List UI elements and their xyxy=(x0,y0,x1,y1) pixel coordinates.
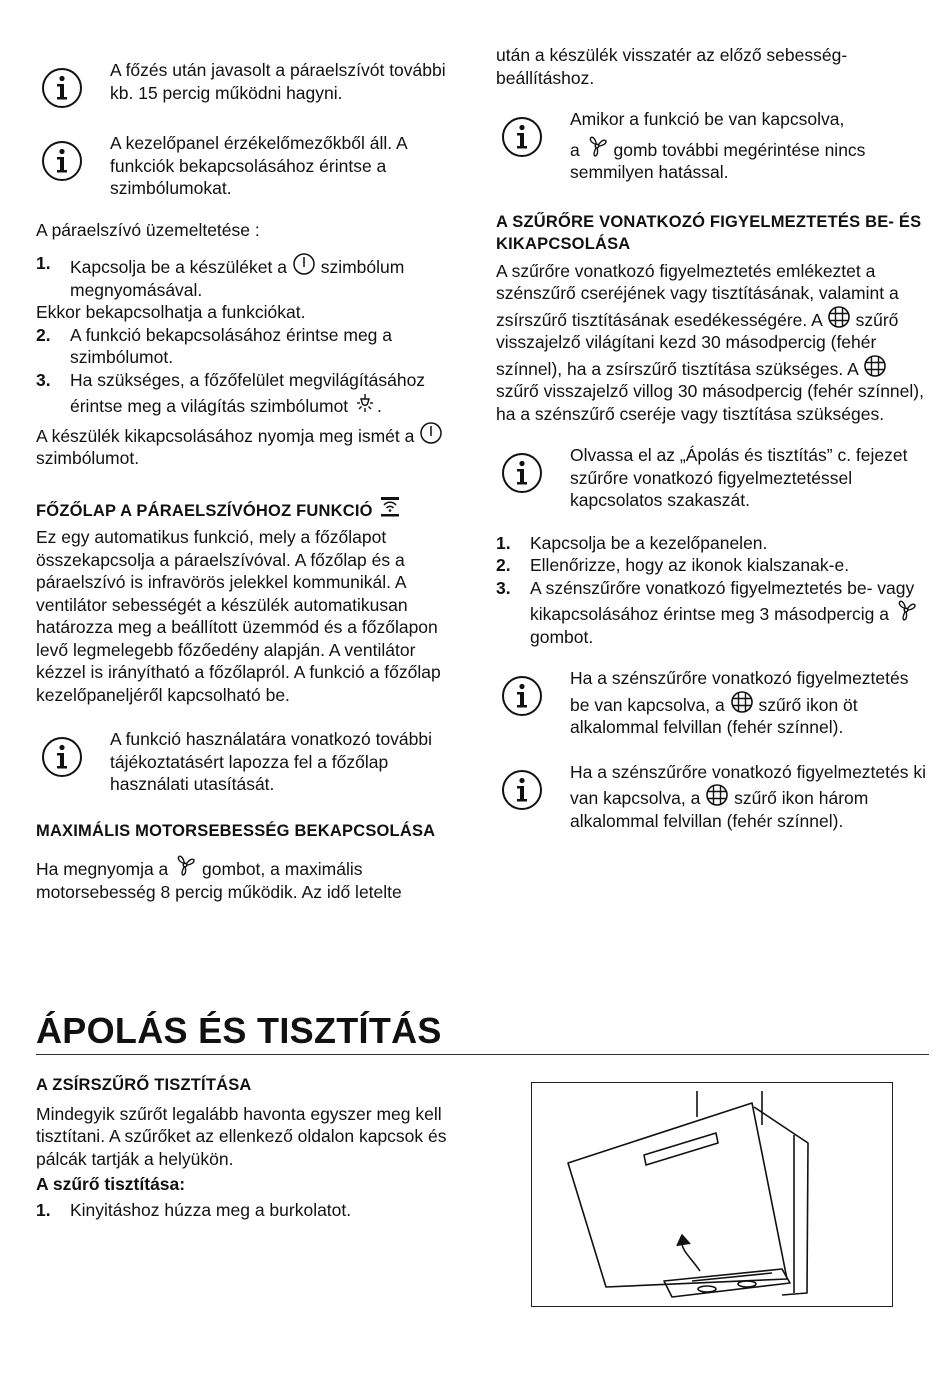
note-text-part: szűrő ikon öt alkalommal felvillan (fehér színnel). xyxy=(570,694,858,737)
step-text: A szénszűrőre vonatkozó figyelmeztetés be- vagy kikapcsolásához érintse meg 3 másodpercig a xyxy=(530,577,915,624)
filter-text-part: szűrő visszajelző világítani kezd 30 másodpercig (fehér színnel), ha a zsírszűrő tisztítása szükséges. A xyxy=(496,309,899,379)
info-note xyxy=(36,59,466,109)
hood-drawing xyxy=(532,1083,892,1306)
grease-filter-section xyxy=(36,1074,466,1221)
section-title: ÁPOLÁS ÉS TISZTÍTÁS xyxy=(36,1010,442,1051)
step-text: Kapcsolja be a készüléket a xyxy=(70,257,287,277)
filter-paragraph xyxy=(496,260,928,426)
info-circle-icon xyxy=(496,761,548,811)
note-text xyxy=(570,108,928,184)
info-note xyxy=(36,728,466,796)
list-item xyxy=(496,554,928,577)
list-item xyxy=(496,577,928,649)
step-number: 1. xyxy=(36,253,51,273)
hob-paragraph: Ez egy automatikus funkció, mely a főzőlapot összekapcsolja a páraelszívóval. A főzőlap és a páraelszívó is infravörös jelekkel kommunikál. A ventilátor sebességét a készülék automatikusan határozza meg a beállított üzemmód és a főzőlapon levő legmelegebb főzőedény alapján. A ventilátor kézzel is irányítható a főzőlapról. A funkció a főzőlap kezelőpaneljéről kapcsolható be. xyxy=(36,527,441,705)
filter-grid-icon xyxy=(730,690,754,714)
fan-icon xyxy=(173,854,197,878)
note-text-part: Ha a szénszűrőre vonatkozó figyelmeztetés be van kapcsolva, a xyxy=(570,668,909,715)
list-item xyxy=(36,369,466,418)
step-number: 1. xyxy=(36,1199,51,1220)
note-text: A funkció használatára vonatkozó további tájékoztatásért lapozza fel a főzőlap használati utasítását. xyxy=(110,729,433,794)
info-note xyxy=(36,132,466,200)
list-item xyxy=(36,1199,466,1222)
info-note xyxy=(496,108,928,184)
filter-grid-icon xyxy=(827,305,851,329)
note-text-part: szűrő ikon három alkalommal felvillan (fehér színnel). xyxy=(570,788,869,831)
section-divider xyxy=(36,1054,929,1055)
list-item xyxy=(36,252,466,301)
list-item xyxy=(496,532,928,555)
then-text: Ekkor bekapcsolhatja a funkciókat. xyxy=(36,302,306,322)
step-number: 1. xyxy=(496,532,511,553)
hob-to-hood-icon xyxy=(378,495,402,519)
step-text: szimbólum megnyomásával. xyxy=(70,257,405,300)
heading-filter-warning: A SZŰRŐRE VONATKOZÓ FIGYELMEZTETÉS BE- ÉS KIKAPCSOLÁSA xyxy=(496,212,922,253)
step-text: Ellenőrizze, hogy az ikonok kialszanak-e. xyxy=(530,555,850,575)
step-number: 2. xyxy=(36,324,51,345)
operation-steps-cont xyxy=(36,324,466,418)
right-column xyxy=(496,0,928,832)
step-text: . xyxy=(377,396,382,416)
filter-grid-icon xyxy=(705,783,729,807)
step-number: 2. xyxy=(496,555,511,575)
heading-grease-filter: A ZSÍRSZŰRŐ TISZTÍTÁSA xyxy=(36,1076,252,1094)
step-number: 3. xyxy=(36,369,51,390)
power-icon xyxy=(419,421,443,445)
note-text xyxy=(570,667,928,739)
note-text-part: a xyxy=(570,139,580,160)
step-text: A funkció bekapcsolásához érintse meg a szimbólumot. xyxy=(70,324,392,367)
clean-label: A szűrő tisztítása: xyxy=(36,1174,186,1194)
filter-grid-icon xyxy=(863,354,887,378)
continued-text: után a készülék visszatér az előző sebesség-beállításhoz. xyxy=(496,45,848,88)
note-text xyxy=(570,761,928,833)
max-paragraph xyxy=(36,854,466,903)
note-text-part: gomb további megérintése nincs semmilyen hatással. xyxy=(570,139,866,182)
step-number: 3. xyxy=(496,577,511,598)
clean-steps xyxy=(36,1199,466,1222)
off-text-b: szimbólumot. xyxy=(36,448,140,468)
heading-hob-to-hood xyxy=(36,495,466,523)
operation-intro: A páraelszívó üzemeltetése : xyxy=(36,219,260,240)
filter-text-part: A szűrőre vonatkozó figyelmeztetés emlékeztet a szénszűrő cseréjének vagy tisztításának, valamint a zsírszűrő tisztításának esedékességére. A xyxy=(496,260,899,330)
left-column xyxy=(36,0,466,903)
info-circle-icon xyxy=(496,108,548,158)
operation-steps xyxy=(36,252,466,301)
note-text: Olvassa el az „Ápolás és tisztítás” c. fejezet szűrőre vonatkozó figyelmeztetéssel kapcsolatos szakaszát. xyxy=(570,445,908,510)
heading-max-speed: MAXIMÁLIS MOTORSEBESSÉG BEKAPCSOLÁSA xyxy=(36,821,436,840)
note-text: A kezelőpanel érzékelőmezőkből áll. A funkciók bekapcsolásához érintse a szimbólumokat. xyxy=(110,133,407,198)
max-text-a: Ha megnyomja a xyxy=(36,859,169,879)
heading-text: FŐZŐLAP A PÁRAELSZÍVÓHOZ FUNKCIÓ xyxy=(36,501,373,520)
info-note xyxy=(496,444,928,512)
step-text: gombot. xyxy=(530,626,594,647)
max-text-b: gombot, a maximális motorsebesség 8 percig működik. Az idő letelte xyxy=(36,859,402,902)
note-text: A főzés után javasolt a páraelszívót további kb. 15 percig működni hagyni. xyxy=(110,60,446,103)
power-icon xyxy=(292,252,316,276)
fan-icon xyxy=(585,135,609,159)
light-bulb-icon xyxy=(353,391,377,415)
info-note xyxy=(496,761,928,833)
step-text: Kapcsolja be a kezelőpanelen. xyxy=(530,532,768,553)
note-text-part: Ha a szénszűrőre vonatkozó figyelmeztetés ki van kapcsolva, a xyxy=(570,761,926,808)
info-circle-icon xyxy=(36,59,88,109)
note-line xyxy=(570,135,928,184)
fan-icon xyxy=(894,599,918,623)
filter-text-part: szűrő visszajelző villog 30 másodpercig (fehér színnel), ha a szénszűrő cseréje vagy tisztítása szükséges. xyxy=(496,381,924,424)
list-item xyxy=(36,324,466,369)
info-circle-icon xyxy=(36,728,88,778)
step-text: Ha szükséges, a főzőfelület megvilágításához érintse meg a világítás szimbólumot xyxy=(70,369,426,416)
info-circle-icon xyxy=(496,667,548,717)
off-text xyxy=(36,421,466,470)
hood-illustration xyxy=(531,1082,893,1307)
info-note xyxy=(496,667,928,739)
info-circle-icon xyxy=(36,132,88,182)
filter-steps xyxy=(496,532,928,649)
note-line: Amikor a funkció be van kapcsolva, xyxy=(570,109,845,129)
grease-paragraph: Mindegyik szűrőt legalább havonta egyszer meg kell tisztítani. A szűrőket az ellenkező oldalon kapcsok és pálcák tartják a helyükön. xyxy=(36,1103,447,1169)
step-text: Kinyitáshoz húzza meg a burkolatot. xyxy=(70,1199,352,1220)
info-circle-icon xyxy=(496,444,548,494)
off-text-a: A készülék kikapcsolásához nyomja meg ismét a xyxy=(36,425,415,446)
